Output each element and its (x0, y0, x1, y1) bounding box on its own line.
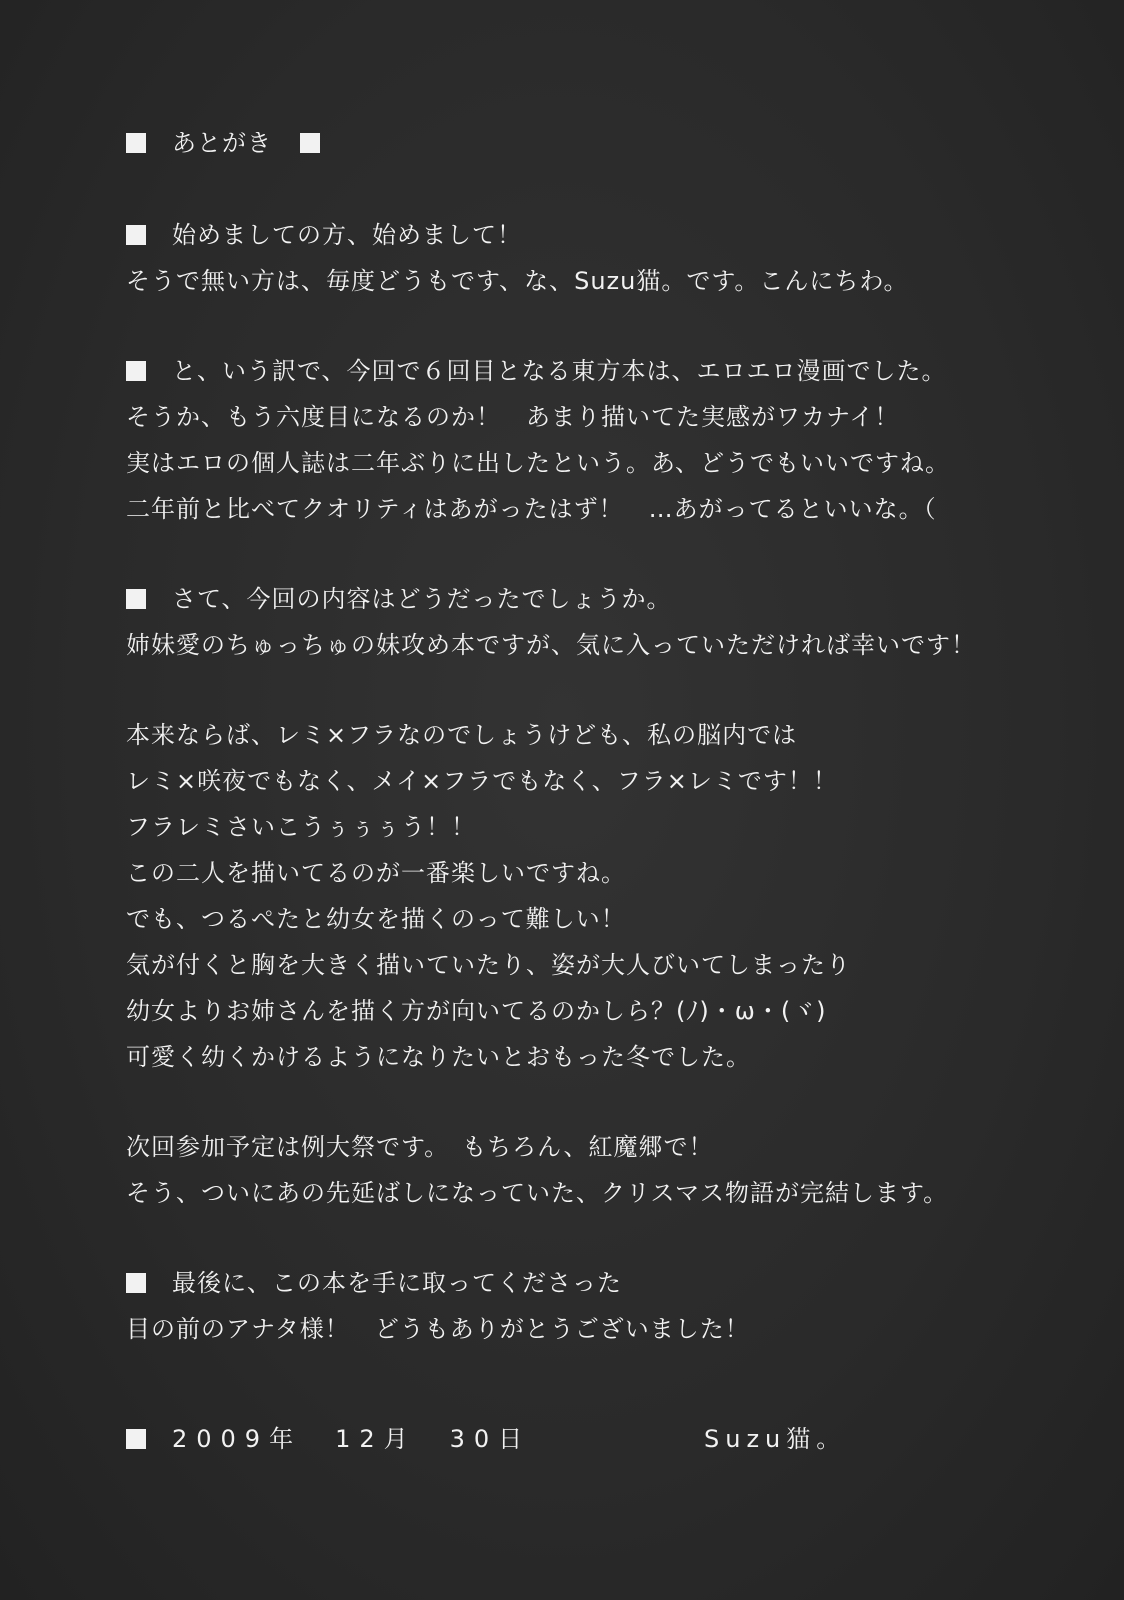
paragraph-line: 次回参加予定は例大祭です。 もちろん、紅魔郷で！ (126, 1133, 714, 1161)
paragraph-line: そうか、もう六度目になるのか！ あまり描いてた実感がワカナイ！ (126, 403, 900, 431)
paragraph-line: この二人を描いてるのが一番楽しいですね。 (126, 859, 626, 887)
square-bullet-icon (300, 133, 320, 153)
paragraph-line: でも、つるぺたと幼女を描くのって難しい！ (126, 905, 626, 933)
square-bullet-icon (126, 361, 146, 381)
paragraph-line: レミ×咲夜でもなく、メイ×フラでもなく、フラ×レミです！！ (126, 767, 838, 795)
paragraph-line: と、いう訳で、今回で６回目となる東方本は、エロエロ漫画でした。 (126, 356, 947, 386)
paragraph-line: そう、ついにあの先延ばしになっていた、クリスマス物語が完結します。 (126, 1179, 949, 1207)
paragraph-line: 気が付くと胸を大きく描いていたり、姿が大人びいてしまったり (126, 951, 851, 979)
paragraph-line: 始めましての方、始めまして！ (126, 220, 522, 250)
paragraph-line: 幼女よりお姉さんを描く方が向いてるのかしら？(ﾉ)・ω・(ヾ) (126, 997, 827, 1025)
paragraph-line: 最後に、この本を手に取ってくださった (126, 1268, 622, 1298)
square-bullet-icon (126, 225, 146, 245)
square-bullet-icon (126, 589, 146, 609)
square-bullet-icon (126, 133, 146, 153)
paragraph-line: 可愛く幼くかけるようになりたいとおもった冬でした。 (126, 1043, 751, 1071)
heading (126, 128, 320, 158)
paragraph-line: 目の前のアナタ様！ どうもありがとうございました！ (126, 1315, 750, 1343)
paragraph-line: さて、今回の内容はどうだったでしょうか。 (126, 584, 672, 614)
heading-title: あとがき (172, 129, 272, 157)
signature-line (126, 1424, 531, 1454)
signature-date: 2009年 12月 30日 (172, 1425, 532, 1453)
signature-author: Suzu猫。 (704, 1425, 847, 1453)
paragraph-line: そうで無い方は、毎度どうもです、な、Suzu猫。です。こんにちわ。 (126, 267, 909, 295)
square-bullet-icon (126, 1273, 146, 1293)
square-bullet-icon (126, 1429, 146, 1449)
paragraph-line: 実はエロの個人誌は二年ぶりに出したという。あ、どうでもいいですね。 (126, 449, 951, 477)
paragraph-line: 本来ならば、レミ×フラなのでしょうけども、私の脳内では (126, 721, 798, 749)
paragraph-line: 姉妹愛のちゅっちゅの妹攻め本ですが、気に入っていただければ幸いです！ (126, 631, 976, 659)
paragraph-line: フラレミさいこうぅぅぅう！！ (126, 813, 476, 841)
paragraph-line: 二年前と比べてクオリティはあがったはず！ …あがってるといいな。（ (126, 495, 937, 523)
